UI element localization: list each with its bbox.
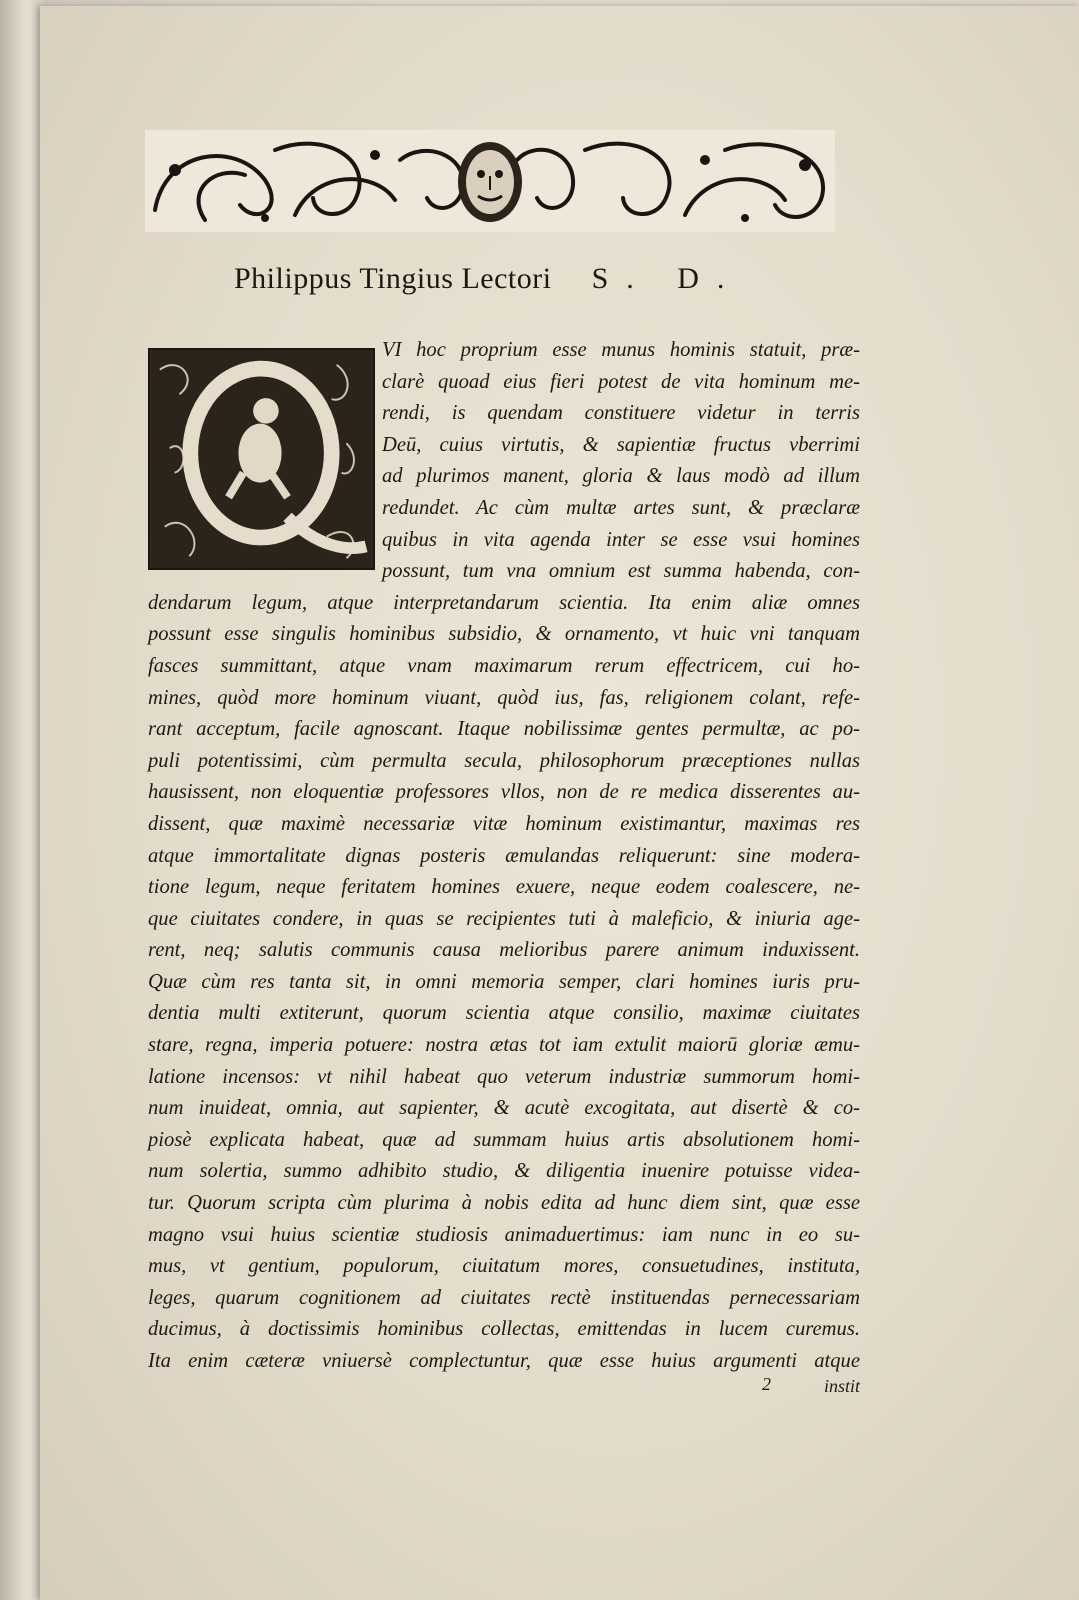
text-line: stare, regna, imperia potuere: nostra ætas tot iam extulit maiorū gloriæ æmu- — [148, 1034, 860, 1057]
text-line: ad plurimos manent, gloria & laus modò ad illum — [382, 465, 860, 488]
heading-salutation: S. D. — [591, 262, 743, 295]
text-line: atque immortalitate dignas posteris æmulandas reliquerunt: sine modera- — [148, 844, 860, 867]
text-line: mines, quòd more hominum viuant, quòd ius, fas, religionem colant, refe- — [148, 686, 860, 709]
text-line: tione legum, neque feritatem homines exuere, neque eodem coalescere, ne- — [148, 876, 860, 899]
signature-mark: 2 — [762, 1374, 771, 1394]
text-line: latione incensos: vt nihil habeat quo veterum industriæ summorum homi- — [148, 1065, 860, 1088]
text-line: ducimus, à doctissimis hominibus collectas, emittendas in lucem curemus. — [148, 1318, 860, 1341]
text-line: piosè explicata habeat, quæ ad summam huius artis absolutionem homi- — [148, 1128, 860, 1151]
text-line: possunt, tum vna omnium est summa habenda, con- — [382, 560, 860, 583]
text-line: fasces summittant, atque vnam maximarum rerum effectricem, cui ho- — [148, 654, 860, 677]
text-line: tur. Quorum scripta cùm plurima à nobis edita ad hunc diem sint, quæ esse — [148, 1192, 860, 1215]
text-line: rent, neq; salutis communis causa melioribus parere animum induxissent. — [148, 939, 860, 962]
text-line: possunt esse singulis hominibus subsidio, & ornamento, vt huic vni tanquam — [148, 623, 860, 646]
text-line: mus, vt gentium, populorum, ciuitatum mores, consuetudines, instituta, — [148, 1255, 860, 1278]
text-line: Ita enim cæteræ vniuersè complectuntur, quæ esse huius argumenti atque — [148, 1350, 860, 1372]
text-line: rendi, is quendam constituere videtur in terris — [382, 402, 860, 425]
text-line: num solertia, summo adhibito studio, & diligentia inuenire potuisse videa- — [148, 1160, 860, 1183]
text-line: dendarum legum, atque interpretandarum scientia. Ita enim aliæ omnes — [148, 591, 860, 614]
text-line: dentia multi extiterunt, quorum scientia atque consilio, maximæ ciuitates — [148, 1002, 860, 1025]
text-line: hausissent, non eloquentiæ professores vllos, non de re medica disserentes au- — [148, 781, 860, 804]
text-line: Deū, cuius virtutis, & sapientiæ fructus vberrimi — [382, 433, 860, 456]
text-line: dissent, quæ maximè necessariæ vitæ hominum existimantur, maximas res — [148, 812, 860, 835]
page-footer — [740, 1374, 860, 1402]
catchword: instit — [823, 1376, 860, 1396]
bleed-through-text — [150, 150, 890, 350]
text-line: que ciuitates condere, in quas se recipientes tuti à maleficio, & iniuria age- — [148, 907, 860, 930]
text-line: num inuideat, omnia, aut sapienter, & acutè excogitata, aut disertè & co- — [148, 1097, 860, 1120]
text-line: rant acceptum, facile agnoscant. Itaque nobilissimæ gentes permultæ, ac po- — [148, 718, 860, 741]
text-line: clarè quoad eius fieri potest de vita hominum me- — [382, 370, 860, 393]
text-line: leges, quarum cognitionem ad ciuitates rectè instituendas pernecessariam — [148, 1286, 860, 1309]
text-line: quibus in vita agenda inter se esse vsui homines — [382, 528, 860, 551]
body-text — [148, 335, 860, 1378]
text-line: magno vsui huius scientiæ studiosis animaduertimus: iam nunc in eo su- — [148, 1223, 860, 1246]
heading-text: Philippus Tingius Lectori — [234, 262, 552, 295]
text-line: Quæ cùm res tanta sit, in omni memoria semper, clari homines iuris pru- — [148, 970, 860, 993]
text-line: redundet. Ac cùm multæ artes sunt, & præclaræ — [382, 496, 860, 519]
text-line: VI hoc proprium esse munus hominis statuit, præ- — [382, 339, 860, 361]
text-line: puli potentissimi, cùm permulta secula, philosophorum præceptiones nullas — [148, 749, 860, 772]
